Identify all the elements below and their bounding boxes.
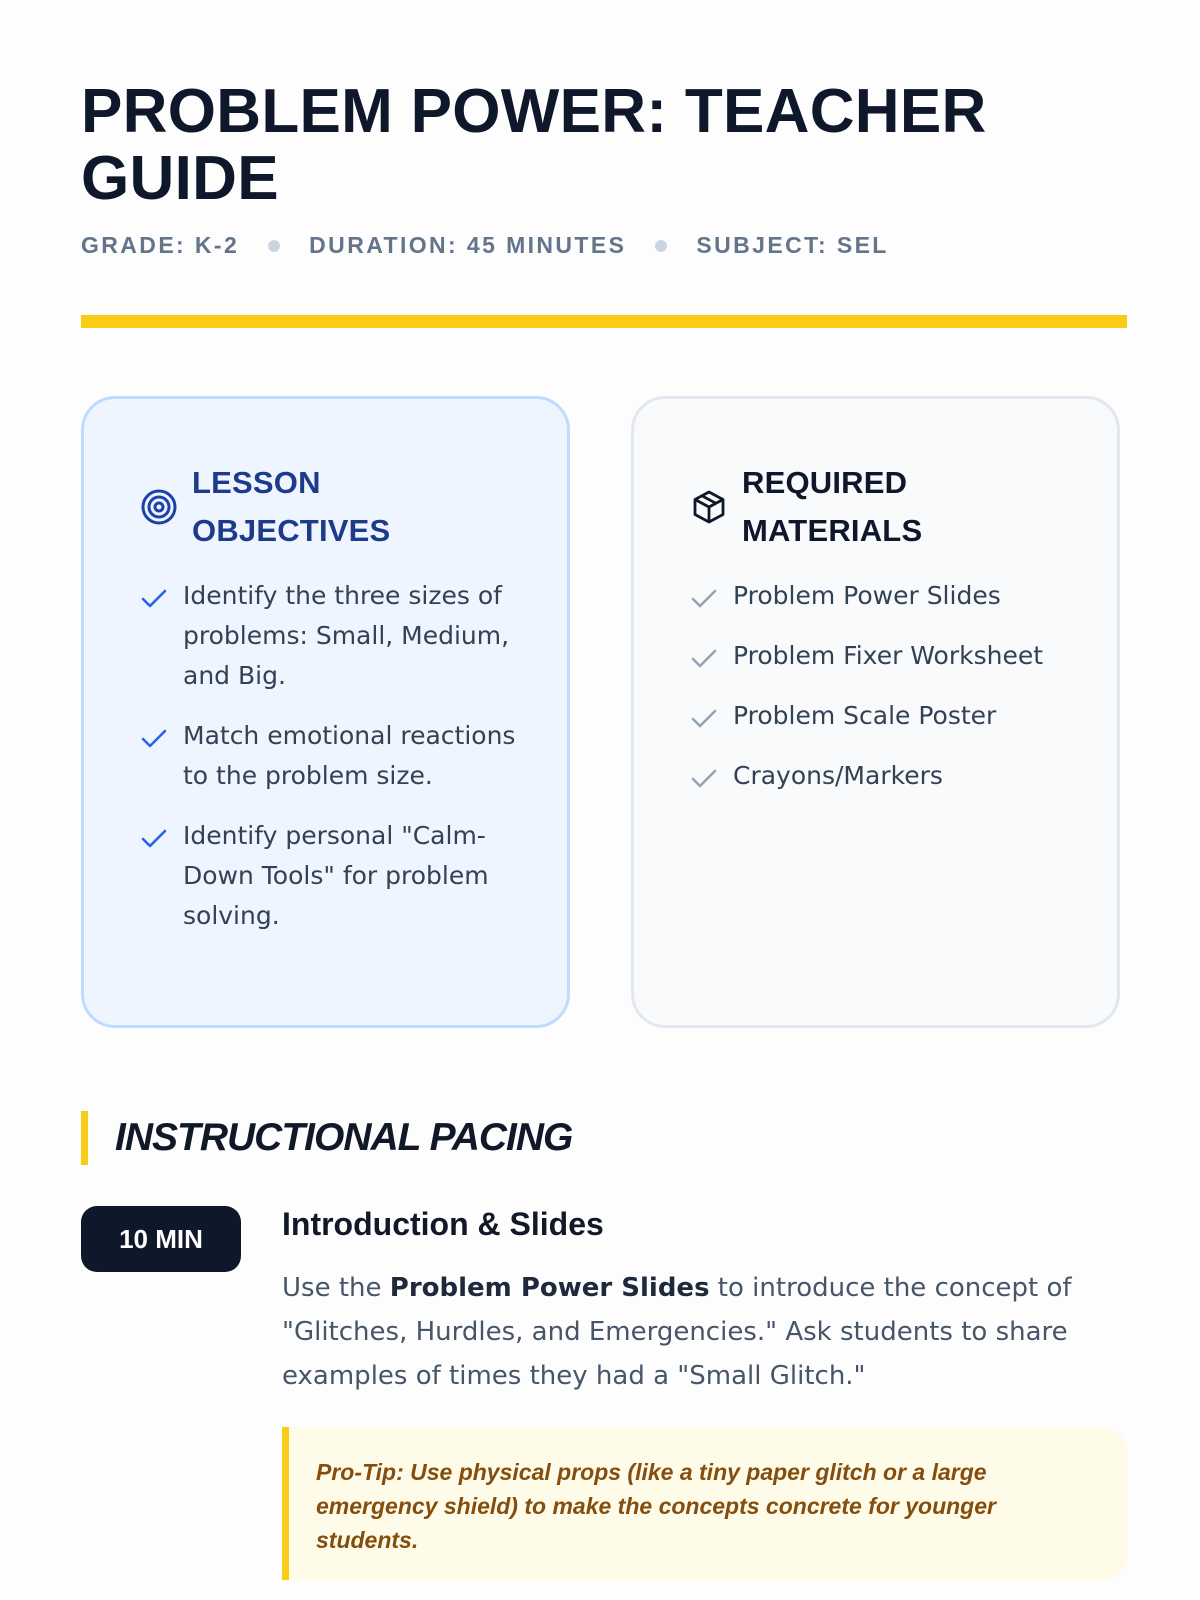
material-text: Problem Scale Poster bbox=[733, 701, 997, 730]
step-desc-emphasis: Problem Power Slides bbox=[389, 1273, 710, 1303]
check-icon bbox=[139, 584, 169, 614]
list-item bbox=[689, 756, 1079, 796]
materials-header bbox=[689, 459, 1002, 555]
objective-text: Identify the three sizes of problems: Small, Medium, and Big. bbox=[183, 581, 510, 690]
step-desc-rest: to introduce the concept of "Glitches, Hurdles, and Emergencies." Ask students to share examples of times they had a "Small Glitch." bbox=[282, 1273, 1072, 1391]
material-text: Problem Power Slides bbox=[733, 581, 1001, 610]
meta-subject: SUBJECT: SEL bbox=[696, 232, 889, 258]
materials-card bbox=[631, 396, 1120, 1028]
check-icon bbox=[689, 644, 719, 674]
objectives-header bbox=[139, 459, 452, 555]
material-text: Crayons/Markers bbox=[733, 761, 943, 790]
check-icon bbox=[139, 824, 169, 854]
list-item bbox=[139, 716, 529, 796]
header-divider bbox=[81, 315, 1127, 328]
step-desc-lead: Use the bbox=[282, 1273, 390, 1303]
step-title: Introduction & Slides bbox=[282, 1206, 604, 1242]
list-item bbox=[139, 576, 529, 696]
check-icon bbox=[139, 724, 169, 754]
materials-heading: REQUIRED MATERIALS bbox=[742, 465, 923, 548]
list-item bbox=[689, 576, 1079, 616]
meta-grade: GRADE: K-2 bbox=[81, 232, 240, 258]
objectives-card bbox=[81, 396, 570, 1028]
target-icon bbox=[139, 487, 179, 527]
objectives-heading: LESSON OBJECTIVES bbox=[192, 465, 391, 548]
meta-duration: DURATION: 45 MINUTES bbox=[309, 232, 627, 258]
step-description bbox=[282, 1266, 1127, 1398]
check-icon bbox=[689, 704, 719, 734]
separator-dot-icon bbox=[268, 240, 280, 252]
list-item bbox=[139, 816, 529, 936]
separator-dot-icon bbox=[655, 240, 667, 252]
list-item bbox=[689, 636, 1079, 676]
pacing-heading: INSTRUCTIONAL PACING bbox=[115, 1116, 573, 1159]
objectives-list bbox=[139, 576, 529, 956]
package-icon bbox=[689, 487, 729, 527]
check-icon bbox=[689, 764, 719, 794]
objective-text: Match emotional reactions to the problem size. bbox=[183, 721, 516, 790]
objective-text: Identify personal "Calm-Down Tools" for problem solving. bbox=[183, 821, 489, 930]
list-item bbox=[689, 696, 1079, 736]
time-badge: 10 MIN bbox=[81, 1206, 241, 1272]
pacing-section-header bbox=[81, 1111, 572, 1165]
pro-tip-callout: Pro-Tip: Use physical props (like a tiny paper glitch or a large emergency shield) to make the concepts concrete for younger students. bbox=[282, 1427, 1127, 1580]
lesson-meta bbox=[81, 232, 889, 259]
page-title: PROBLEM POWER: TEACHER GUIDE bbox=[81, 77, 987, 213]
check-icon bbox=[689, 584, 719, 614]
material-text: Problem Fixer Worksheet bbox=[733, 641, 1044, 670]
materials-list bbox=[689, 576, 1079, 816]
